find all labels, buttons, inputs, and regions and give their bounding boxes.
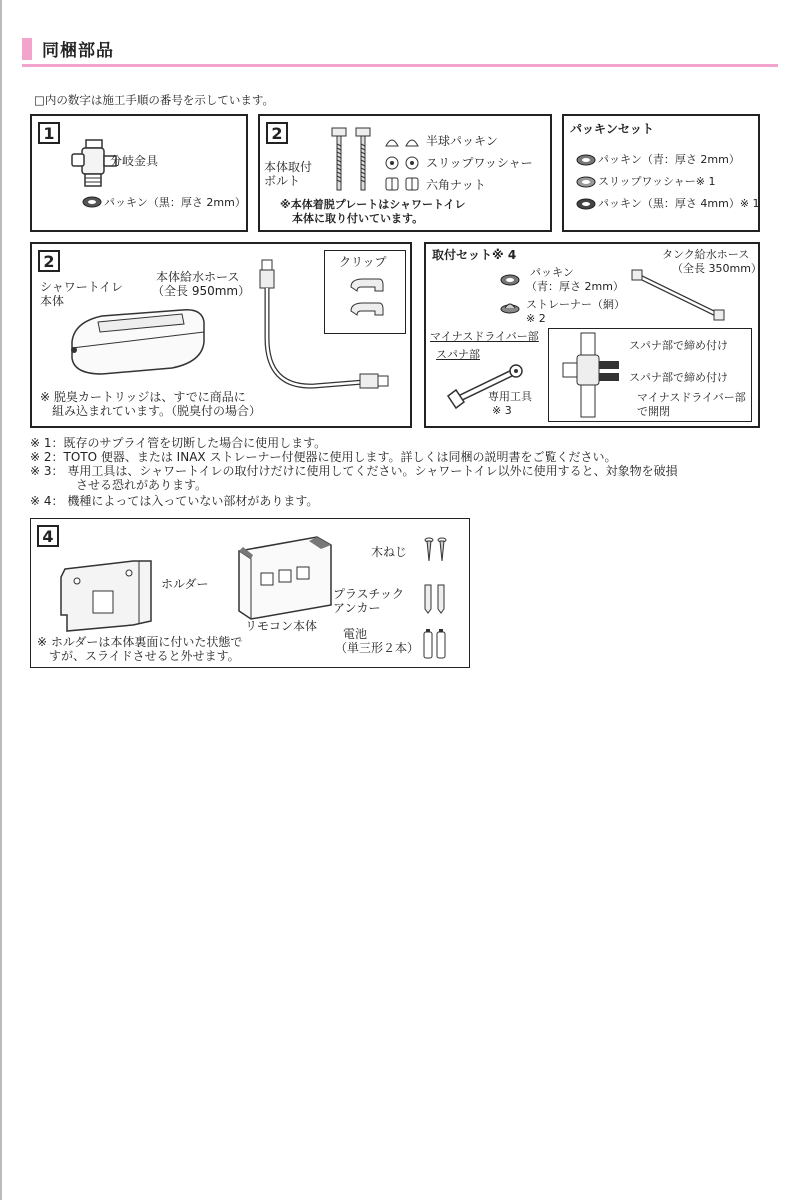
tank-hose-icon [632, 270, 726, 322]
open-close-label-line2: で開閉 [637, 405, 670, 418]
hex-nut-icon [384, 176, 424, 192]
note-3-line2: させる恐れがあります。 [76, 478, 208, 492]
battery-label-line1: 電池 [343, 627, 368, 641]
install-packing-label-line2: （青：厚さ 2mm） [526, 280, 624, 293]
packing-set-title: パッキンセット [570, 122, 654, 136]
clip-box [324, 250, 406, 334]
packing-set-item3: パッキン（黒：厚さ 4mm）※ 1 [598, 197, 760, 210]
box-packing-set [562, 114, 760, 232]
strainer-label-line2: ※ 2 [526, 312, 546, 325]
slip-washer-set-icon [576, 176, 596, 188]
install-set-title: 取付セット※ 4 [432, 248, 517, 262]
box-step-4 [30, 518, 470, 668]
battery-icon [421, 629, 449, 659]
note-3-line1: ※ 3： 専用工具は、シャワートイレの取付けだけに使用してください。シャワートイレ以外に使用すると、対象物を破損 [30, 464, 678, 478]
tank-hose-label-line2: （全長 350mm） [672, 262, 762, 275]
toilet-label-line1: シャワートイレ [40, 280, 124, 294]
page-title: 同梱部品 [42, 41, 114, 61]
plastic-anchor-icon [421, 583, 449, 615]
box-step-2-toilet [30, 242, 412, 428]
branch-fitting-label: 分岐金具 [110, 154, 159, 168]
hex-nut-label: 六角ナット [426, 178, 486, 192]
strainer-label-line1: ストレーナー（網） [526, 298, 625, 311]
packing-black-icon [576, 198, 596, 210]
holder-note-line2: すが、スライドさせると外せます。 [49, 649, 240, 663]
packing-icon [82, 196, 102, 208]
bolt-label-line2: ボルト [264, 174, 301, 188]
special-tool-label-line1: 専用工具 [488, 390, 532, 403]
page-edge [0, 0, 2, 1200]
deodorizer-note-line1: ※ 脱臭カートリッジは、すでに商品に [40, 390, 246, 404]
box-step-1 [30, 114, 248, 232]
wood-screw-label: 木ねじ [371, 545, 408, 559]
clip-icon [347, 277, 387, 329]
hemisphere-packing-label: 半球パッキン [426, 134, 498, 148]
bolt-label-line1: 本体取付 [264, 160, 313, 174]
bolt-icon [330, 126, 376, 192]
title-rule [22, 64, 778, 67]
box-install-set [424, 242, 760, 428]
note-1: ※ 1：既存のサプライ管を切断した場合に使用します。 [30, 436, 327, 450]
slip-washer-icon [384, 156, 424, 170]
hemisphere-packing-icon [384, 134, 424, 148]
strainer-icon [500, 300, 520, 314]
packing-set-item2: スリップワッシャー※ 1 [598, 175, 716, 188]
holder-note-line1: ※ ホルダーは本体裏面に付いた状態で [37, 635, 243, 649]
note-4: ※ 4： 機種によっては入っていない部材があります。 [30, 494, 319, 508]
special-tool-icon [444, 362, 524, 412]
anchor-label-line2: アンカー [333, 601, 381, 615]
special-tool-label-line2: ※ 3 [492, 404, 512, 417]
holder-icon [53, 555, 157, 635]
step-number: 4 [37, 525, 59, 547]
battery-label-line2: （単三形２本） [335, 641, 420, 655]
install-packing-icon [500, 274, 520, 286]
tighten-label-1: スパナ部で締め付け [629, 339, 728, 352]
deodorizer-note-line2: 組み込まれています。（脱臭付の場合） [52, 404, 262, 418]
remote-icon [237, 535, 333, 621]
install-packing-label-line1: パッキン [530, 266, 574, 279]
valve-fitting-icon [555, 333, 625, 419]
remote-label: リモコン本体 [245, 619, 318, 633]
holder-label: ホルダー [161, 577, 209, 591]
title-accent-bar [22, 38, 32, 60]
packing-blue-icon [576, 154, 596, 166]
packing-label: パッキン（黒：厚さ 2mm） [104, 196, 246, 209]
toilet-seat-icon [62, 302, 212, 382]
step-number: 2 [38, 250, 60, 272]
anchor-label-line1: プラスチック [333, 587, 405, 601]
intro-text: □内の数字は施工手順の番号を示しています。 [34, 93, 274, 107]
hose-label-line2: （全長 950mm） [152, 284, 251, 298]
bolt-note-line1: ※本体着脱プレートはシャワートイレ [280, 198, 466, 211]
wood-screw-icon [423, 537, 449, 563]
step-number: 1 [38, 122, 60, 144]
step-number: 2 [266, 122, 288, 144]
bolt-note-line2: 本体に取り付いています。 [292, 212, 424, 225]
spanner-part-label: スパナ部 [436, 348, 480, 361]
packing-set-item1: パッキン（青：厚さ 2mm） [598, 153, 740, 166]
tank-hose-label-line1: タンク給水ホース [662, 248, 750, 261]
tighten-label-2: スパナ部で締め付け [629, 371, 728, 384]
toilet-label-line2: 本体 [40, 294, 65, 308]
minus-driver-part-label: マイナスドライバー部 [430, 330, 539, 343]
box-step-2-bolts [258, 114, 552, 232]
hose-label-line1: 本体給水ホース [156, 270, 240, 284]
clip-label: クリップ [339, 255, 387, 269]
tool-usage-box [548, 328, 752, 422]
note-2: ※ 2：TOTO 便器、または INAX ストレーナー付便器に使用します。詳しくは同梱の説明書をご覧ください。 [30, 450, 617, 464]
slip-washer-label: スリップワッシャー [426, 156, 533, 170]
open-close-label-line1: マイナスドライバー部 [637, 391, 746, 404]
